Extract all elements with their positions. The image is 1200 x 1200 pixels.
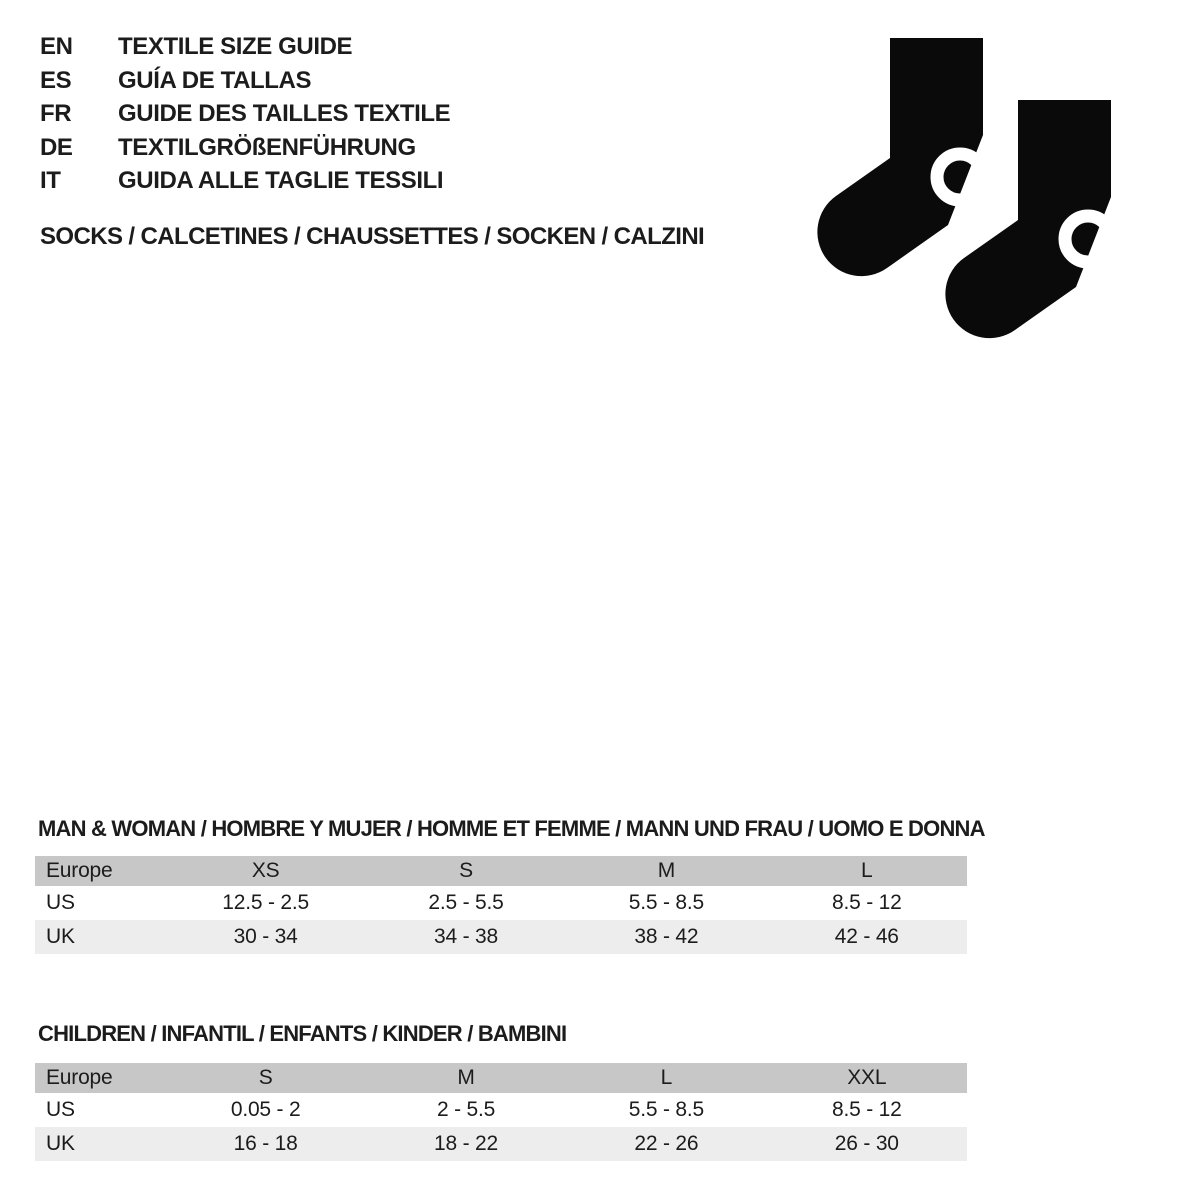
size-cell: 26 - 30: [834, 1132, 899, 1155]
category-line: SOCKS / CALCETINES / CHAUSSETTES / SOCKEN / CALZINI: [40, 223, 705, 250]
column-header-size: L: [861, 859, 873, 882]
column-header-size: L: [660, 1066, 673, 1089]
language-label: TEXTILE SIZE GUIDE: [118, 33, 353, 60]
size-cell: 5.5 - 8.5: [628, 891, 705, 914]
column-header-region: Europe: [46, 1066, 113, 1089]
column-header-size: M: [657, 859, 676, 882]
row-label: UK: [46, 925, 75, 948]
table-header-row: [35, 856, 967, 886]
column-header-size: S: [459, 859, 473, 882]
language-row: [40, 97, 450, 131]
language-label: TEXTILGRÖßENFÜHRUNG: [118, 133, 416, 161]
size-cell: 8.5 - 12: [831, 1098, 902, 1121]
language-code: ES: [40, 66, 72, 94]
language-row: [40, 164, 450, 198]
size-cell: 8.5 - 12: [831, 891, 902, 914]
row-label: UK: [46, 1132, 75, 1155]
size-cell: 34 - 38: [434, 925, 499, 948]
man-woman-size-table: [35, 856, 967, 954]
language-row: [40, 30, 450, 64]
socks-icon: [798, 28, 1128, 368]
man-woman-table-title: MAN & WOMAN / HOMBRE Y MUJER / HOMME ET FEMME / MANN UND FRAU / UOMO E DONNA: [38, 816, 985, 841]
size-cell: 18 - 22: [434, 1132, 499, 1155]
language-code: EN: [40, 33, 73, 60]
children-size-table: [35, 1063, 967, 1161]
size-cell: 22 - 26: [634, 1132, 699, 1155]
row-label: US: [46, 1098, 75, 1121]
size-cell: 2.5 - 5.5: [428, 891, 504, 914]
language-code: DE: [40, 133, 73, 161]
table-row-uk: [35, 1127, 967, 1161]
language-code: FR: [40, 100, 72, 127]
language-label: GUIDE DES TAILLES TEXTILE: [118, 100, 451, 127]
size-cell: 38 - 42: [634, 925, 699, 948]
language-row: [40, 64, 450, 98]
column-header-size: XXL: [847, 1066, 887, 1089]
column-header-size: S: [258, 1066, 273, 1089]
column-header-region: Europe: [46, 859, 113, 882]
language-label: GUÍA DE TALLAS: [118, 66, 312, 94]
table-row-us: [35, 886, 967, 920]
size-cell: 5.5 - 8.5: [628, 1098, 705, 1121]
children-table-title: CHILDREN / INFANTIL / ENFANTS / KINDER / BAMBINI: [38, 1021, 567, 1046]
column-header-size: XS: [251, 859, 280, 882]
size-cell: 16 - 18: [233, 1132, 298, 1155]
size-cell: 2 - 5.5: [436, 1098, 496, 1121]
language-row: [40, 131, 450, 165]
size-cell: 0.05 - 2: [230, 1098, 301, 1121]
column-header-size: M: [457, 1066, 475, 1089]
language-code: IT: [40, 167, 61, 194]
language-label: GUIDA ALLE TAGLIE TESSILI: [118, 167, 444, 194]
size-cell: 12.5 - 2.5: [222, 891, 310, 914]
table-row-us: [35, 1093, 967, 1127]
size-cell: 30 - 34: [233, 925, 298, 948]
size-cell: 42 - 46: [834, 925, 899, 948]
language-title-list: [40, 30, 450, 198]
table-row-uk: [35, 920, 967, 954]
table-header-row: [35, 1063, 967, 1093]
row-label: US: [46, 891, 75, 914]
